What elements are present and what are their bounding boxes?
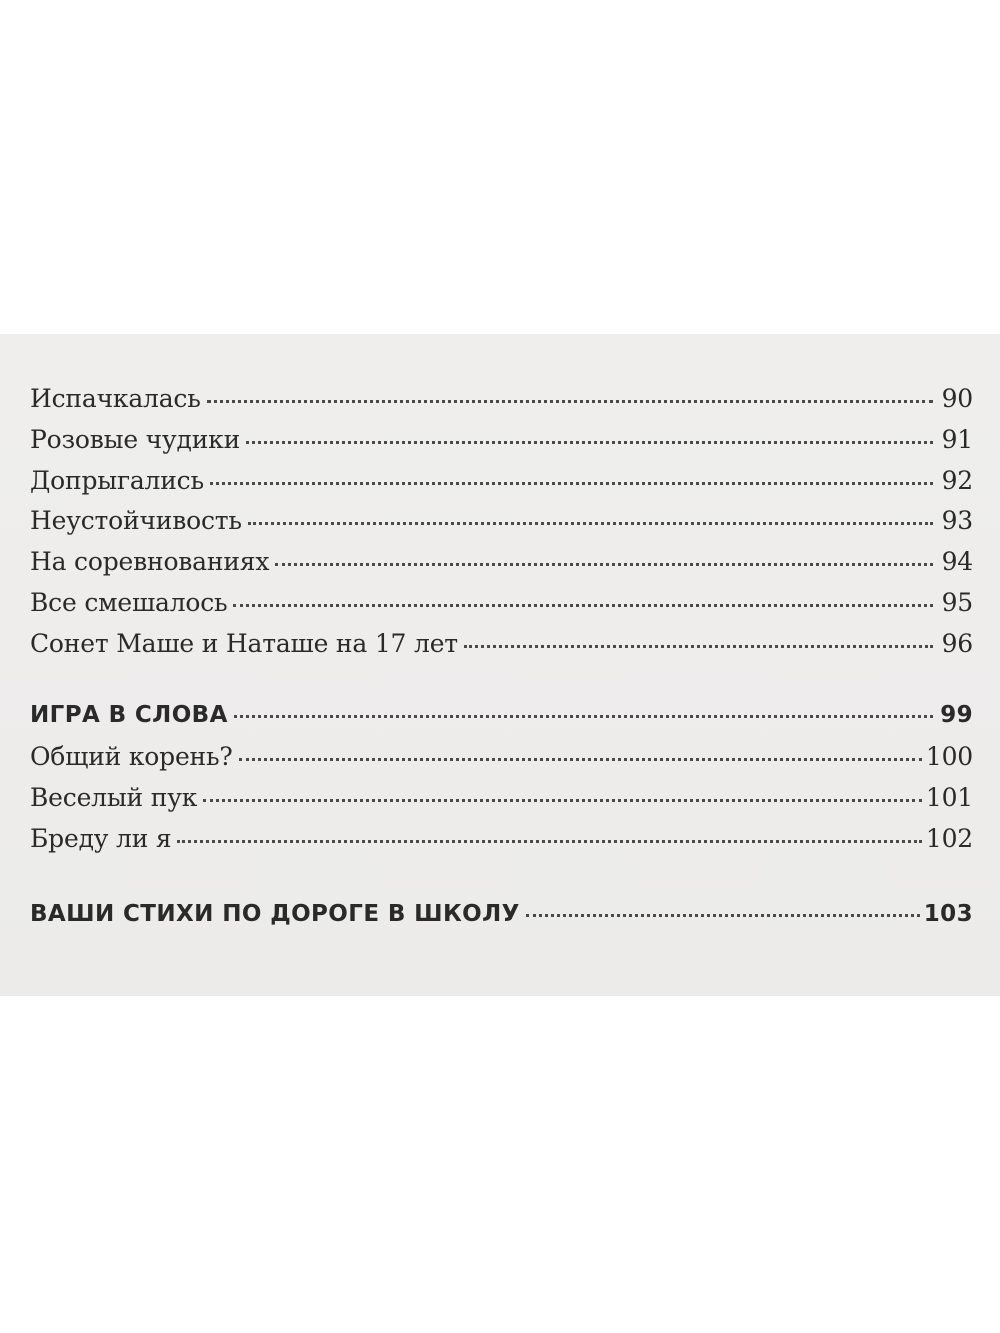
dot-leader: [526, 914, 920, 917]
dot-leader: [207, 400, 933, 403]
dot-leader: [464, 645, 933, 648]
toc-entry-page: 100: [925, 742, 973, 772]
dot-leader: [177, 840, 921, 843]
toc-entry-title: Неустойчивость: [30, 506, 242, 536]
toc-entry-page: 101: [925, 783, 973, 813]
toc-entry: [30, 384, 973, 425]
dot-leader: [210, 482, 933, 485]
toc-section-title: ИГРА В СЛОВА: [30, 701, 228, 728]
toc-section-page: 99: [940, 701, 973, 728]
section-spacer: [30, 670, 973, 702]
section-spacer: [30, 865, 973, 901]
toc-entry: [30, 547, 973, 588]
dot-leader: [248, 522, 933, 525]
dot-leader: [234, 715, 933, 718]
toc-entry: [30, 466, 973, 507]
dot-leader: [233, 604, 933, 607]
toc-entry-title: Допрыгались: [30, 465, 204, 495]
toc-entry: [30, 742, 973, 783]
toc-entry-page: 102: [925, 823, 973, 853]
dot-leader: [246, 441, 933, 444]
toc-entry-title: Все смешалось: [30, 587, 228, 617]
toc-entry-page: 94: [941, 547, 973, 577]
toc-section-page: 103: [923, 900, 973, 927]
toc-entry-page: 93: [941, 506, 973, 536]
toc-entry-title: Сонет Маше и Наташе на 17 лет: [30, 628, 458, 658]
toc-entry-page: 95: [941, 587, 973, 617]
toc-entry: [30, 588, 973, 629]
toc-entry-title: Испачкалась: [30, 384, 201, 413]
dot-leader: [239, 758, 922, 761]
toc-entry-title: На соревнованиях: [30, 547, 270, 577]
toc-entry-title: Розовые чудики: [30, 424, 241, 454]
toc-section-title: ВАШИ СТИХИ ПО ДОРОГЕ В ШКОЛУ: [30, 900, 520, 927]
toc-entry: [30, 824, 973, 865]
toc-entry-page: 96: [941, 628, 973, 658]
toc-entry-title: Бреду ли я: [30, 823, 172, 853]
toc-entry-page: 90: [941, 384, 973, 413]
toc-entry: [30, 506, 973, 547]
table-of-contents: [30, 384, 973, 942]
toc-section-heading: [30, 702, 973, 743]
toc-section-heading: [30, 901, 973, 942]
toc-entry-page: 91: [941, 424, 973, 454]
toc-entry-page: 92: [941, 465, 973, 495]
dot-leader: [275, 563, 933, 566]
toc-entry: [30, 425, 973, 466]
toc-entry: [30, 783, 973, 824]
toc-entry-title: Веселый пук: [30, 783, 198, 813]
toc-entry: [30, 629, 973, 670]
dot-leader: [203, 799, 922, 802]
toc-entry-title: Общий корень?: [30, 742, 233, 772]
